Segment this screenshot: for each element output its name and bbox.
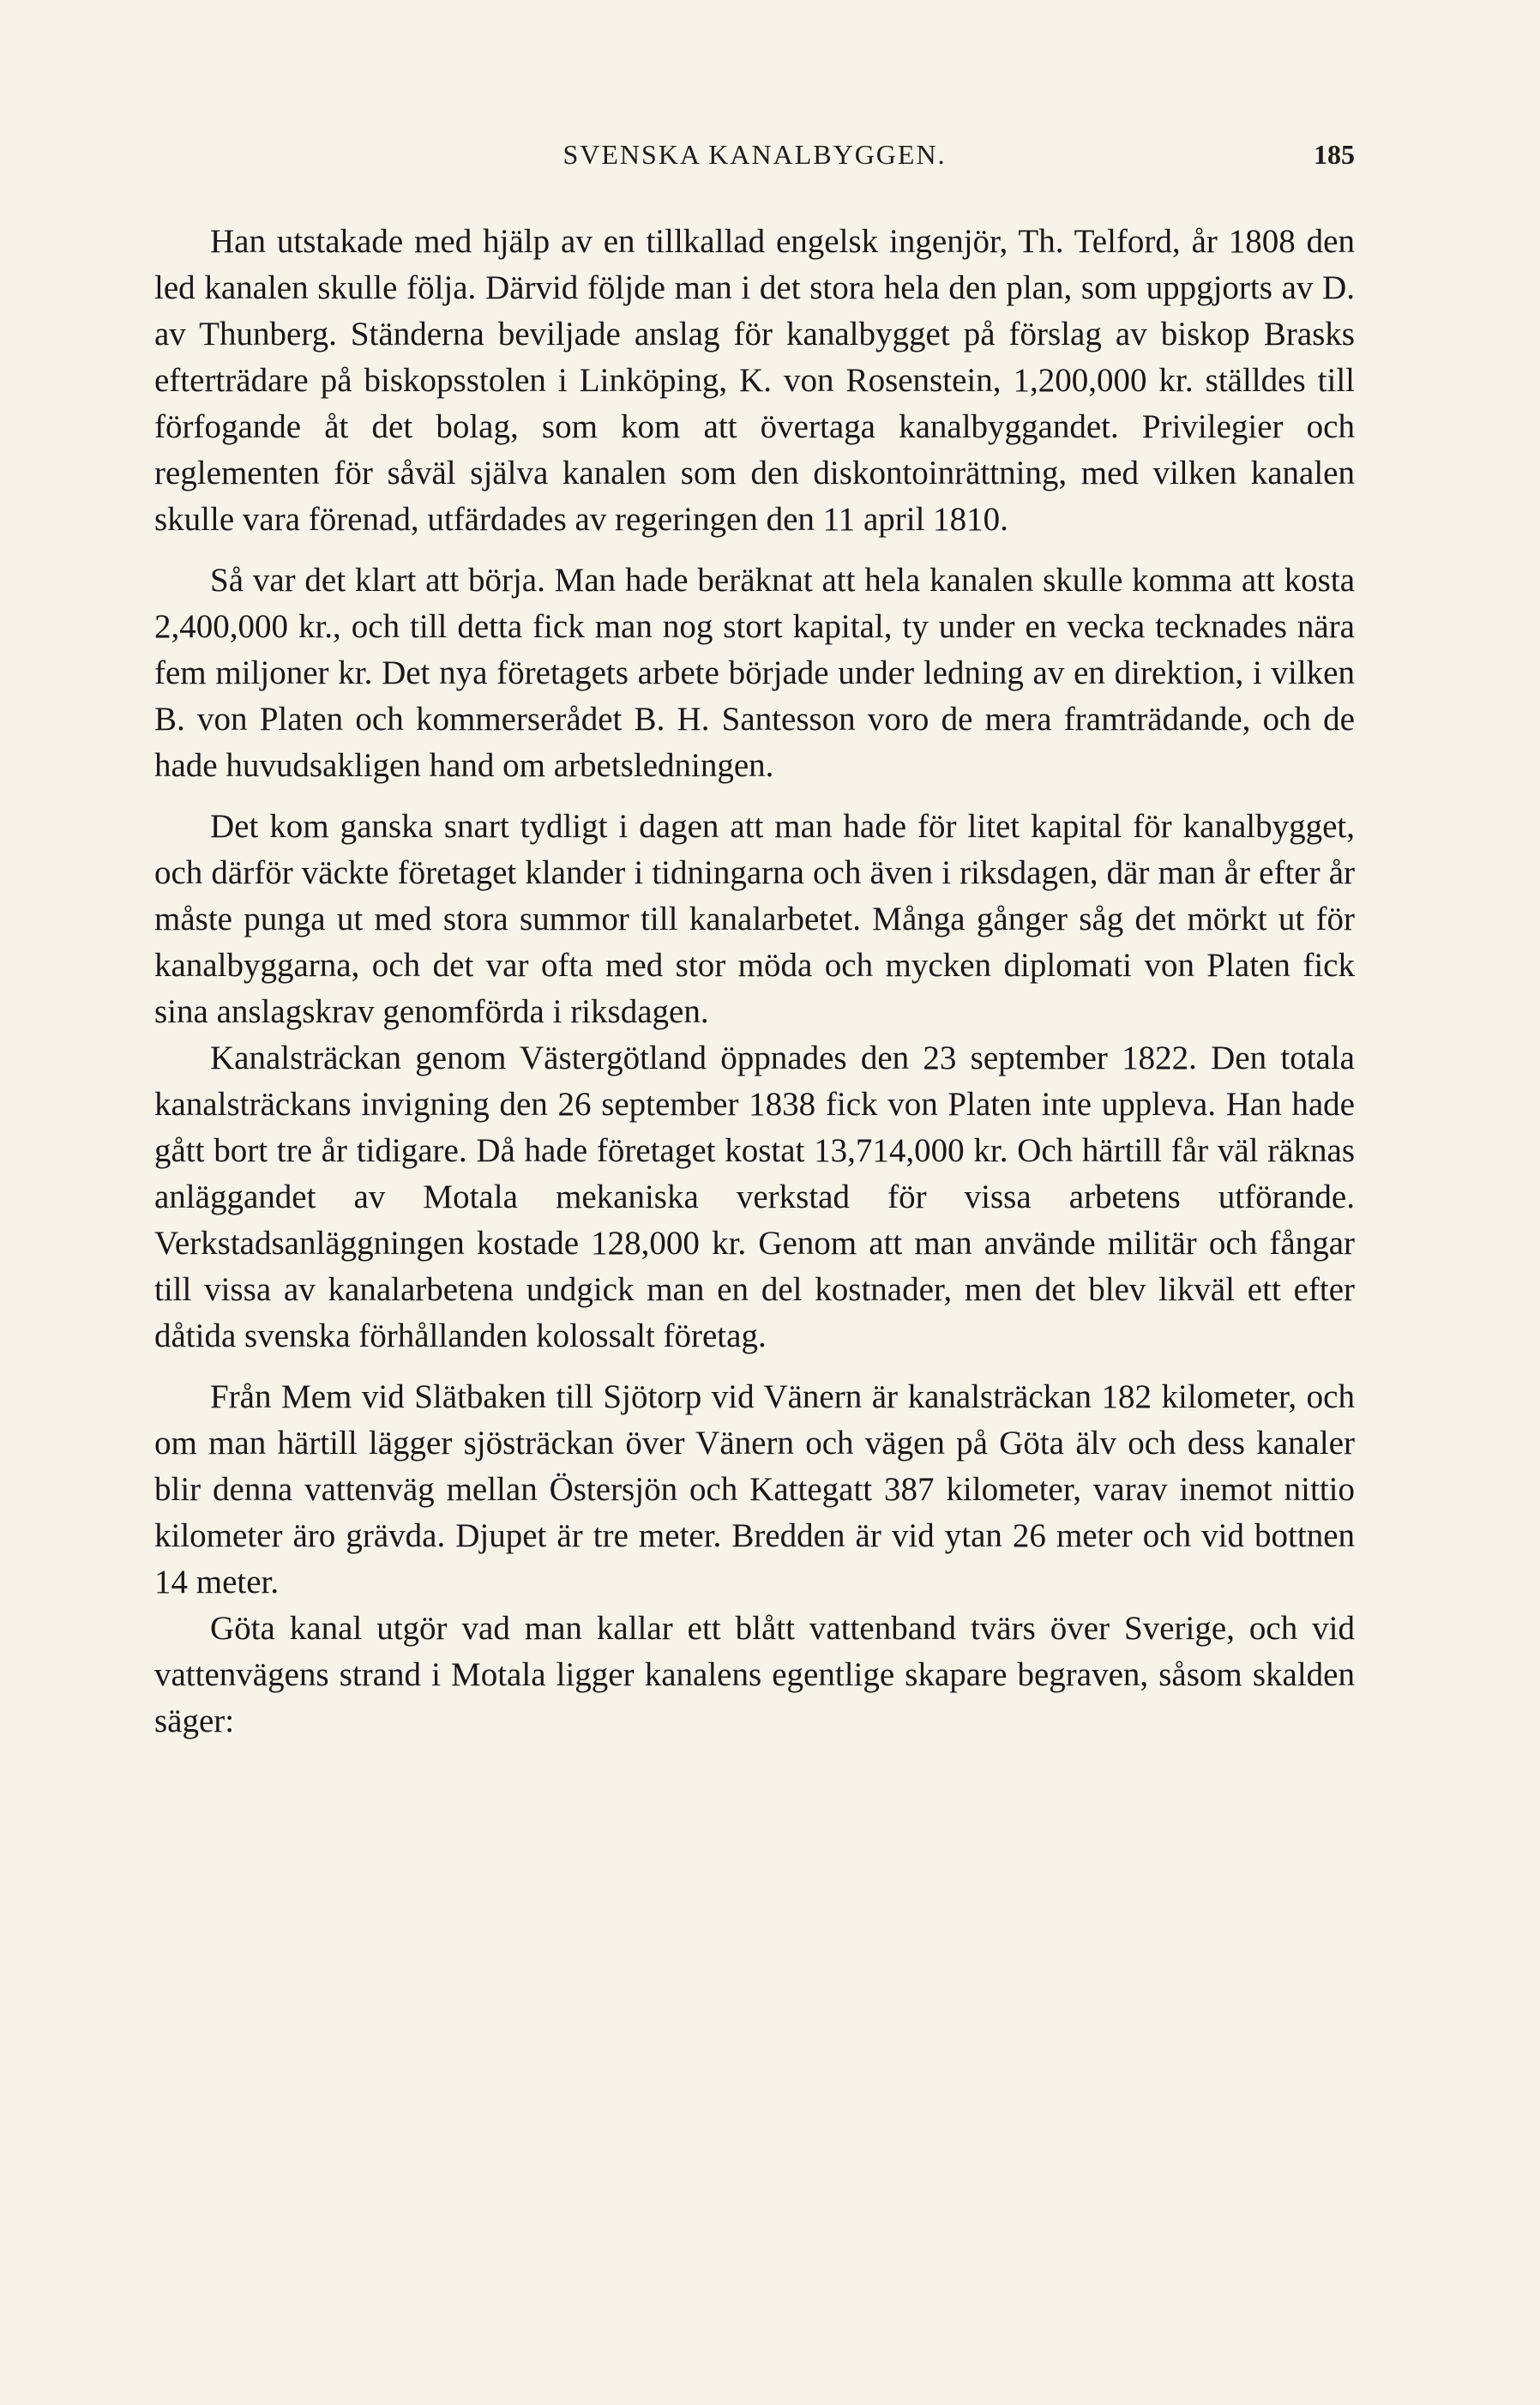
- chapter-title: SVENSKA KANALBYGGEN.: [562, 139, 947, 170]
- running-header: [154, 139, 1355, 173]
- paragraph-5: Från Mem vid Slätbaken till Sjötorp vid Vänern är kanalsträckan 182 kilometer, och om man härtill lägger sjösträckan över Vänern och vägen på Göta älv och dess kanaler blir denna vattenväg mellan Östersjön och Kattegatt 387 kilometer, varav inemot nittio kilometer äro grävda. Djupet är tre meter. Bredden är vid ytan 26 meter och vid bottnen 14 meter.: [154, 1378, 1355, 1600]
- paragraph-1: Han utstakade med hjälp av en tillkallad engelsk ingenjör, Th. Telford, år 1808 den led kanalen skulle följa. Därvid följde man i det stora hela den plan, som uppgjorts av D. av Thunberg. Ständerna beviljade anslag för kanalbygget på förslag av biskop Brasks efterträdare på biskopsstolen i Linköping, K. von Rosenstein, 1,200,000 kr. ställdes till förfogande åt det bolag, som kom att övertaga kanalbyggandet. Privilegier och reglementen för såväl själva kanalen som den diskontoinrättning, med vilken kanalen skulle vara förenad, utfärdades av regeringen den 11 april 1810.: [154, 223, 1355, 538]
- paragraph-3: Det kom ganska snart tydligt i dagen att man hade för litet kapital för kanalbygget, och därför väckte företaget klander i tidningarna och även i riksdagen, där man år efter år måste punga ut med stora summor till kanalarbetet. Många gånger såg det mörkt ut för kanalbyggarna, och det var ofta med stor möda och mycken diplomati von Platen fick sina anslagskrav genomförda i riksdagen.: [154, 808, 1355, 1030]
- body-text: [154, 219, 1355, 1745]
- paragraph-6: Göta kanal utgör vad man kallar ett blått vattenband tvärs över Sverige, och vid vattenvägens strand i Motala ligger kanalens egentlige skapare begraven, såsom skalden säger:: [154, 1610, 1355, 1739]
- paragraph-4: Kanalsträckan genom Västergötland öppnades den 23 september 1822. Den totala kanalsträckans invigning den 26 september 1838 fick von Platen inte uppleva. Han hade gått bort tre år tidigare. Då hade företaget kostat 13,714,000 kr. Och härtill får väl räknas anläggandet av Motala mekaniska verkstad för vissa arbetens utförande. Verkstadsanläggningen kostade 128,000 kr. Genom att man använde militär och fångar till vissa av kanalarbetena undgick man en del kostnader, men det blev likväl ett efter dåtida svenska förhållanden kolossalt företag.: [154, 1040, 1355, 1354]
- paragraph-2: Så var det klart att börja. Man hade beräknat att hela kanalen skulle komma att kosta 2,400,000 kr., och till detta fick man nog stort kapital, ty under en vecka tecknades nära fem miljoner kr. Det nya företagets arbete började under ledning av en direktion, i vilken B. von Platen och kommerserådet B. H. Santesson voro de mera framträdande, och de hade huvudsakligen hand om arbetsledningen.: [154, 562, 1355, 784]
- page-number: 185: [1314, 139, 1355, 170]
